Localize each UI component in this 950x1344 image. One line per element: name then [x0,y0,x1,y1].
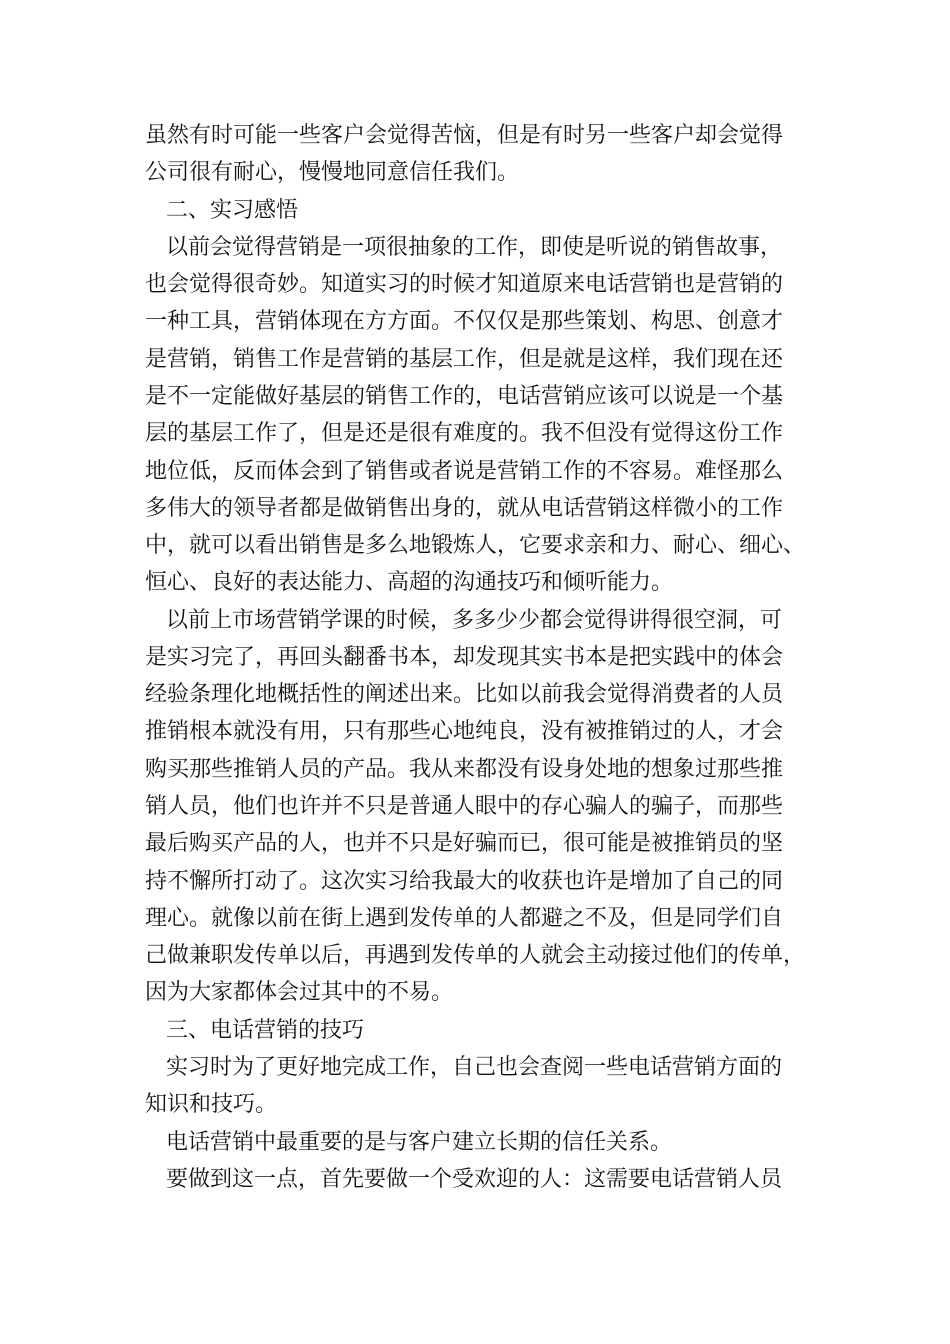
paragraph-start-line: 要做到这一点，首先要做一个受欢迎的人：这需要电话营销人员 [166,1167,783,1192]
paragraph-start-line: 以前会觉得营销是一项很抽象的工作，即使是听说的销售故事， [166,235,783,260]
body-line: 购买那些推销人员的产品。我从来都没有设身处地的想象过那些推 [145,757,784,782]
body-line: 也会觉得很奇妙。知道实习的时候才知道原来电话营销也是营销的 [145,272,784,297]
body-line: 地位低，反而体会到了销售或者说是营销工作的不容易。难怪那么 [145,459,784,484]
body-line: 一种工具，营销体现在方方面。不仅仅是那些策划、构思、创意才 [145,309,784,334]
body-line: 是不一定能做好基层的销售工作的，电话营销应该可以说是一个基 [145,384,784,409]
body-line: 知识和技巧。 [145,1092,278,1117]
paragraph-start-line: 以前上市场营销学课的时候，多多少少都会觉得讲得很空洞，可 [166,608,783,633]
body-line: 最后购买产品的人，也并不只是好骗而已，很可能是被推销员的坚 [145,831,784,856]
body-line: 中，就可以看出销售是多么地锻炼人，它要求亲和力、耐心、细心、 [145,533,806,558]
body-line: 销人员，他们也许并不只是普通人眼中的存心骗人的骗子，而那些 [145,794,784,819]
body-line: 理心。就像以前在街上遇到发传单的人都避之不及，但是同学们自 [145,906,784,931]
body-line: 是实习完了，再回头翻番书本，却发现其实书本是把实践中的体会 [145,645,784,670]
body-line: 推销根本就没有用，只有那些心地纯良，没有被推销过的人，才会 [145,719,784,744]
body-line: 多伟大的领导者都是做销售出身的，就从电话营销这样微小的工作 [145,496,784,521]
body-line: 是营销，销售工作是营销的基层工作，但是就是这样，我们现在还 [145,347,784,372]
body-line: 恒心、良好的表达能力、高超的沟通技巧和倾听能力。 [145,570,674,595]
body-line: 层的基层工作了，但是还是很有难度的。我不但没有觉得这份工作 [145,421,784,446]
body-line: 持不懈所打动了。这次实习给我最大的收获也许是增加了自己的同 [145,869,784,894]
section-heading: 三、电话营销的技巧 [166,1018,365,1043]
body-line: 因为大家都体会过其中的不易。 [145,980,454,1005]
body-line: 公司很有耐心，慢慢地同意信任我们。 [145,160,520,185]
body-line: 虽然有时可能一些客户会觉得苦恼，但是有时另一些客户却会觉得 [145,123,784,148]
body-line: 经验条理化地概括性的阐述出来。比如以前我会觉得消费者的人员 [145,682,784,707]
section-heading: 二、实习感悟 [166,198,299,223]
paragraph-start-line: 电话营销中最重要的是与客户建立长期的信任关系。 [166,1130,673,1155]
body-line: 己做兼职发传单以后，再遇到发传单的人就会主动接过他们的传单， [145,943,806,968]
paragraph-start-line: 实习时为了更好地完成工作，自己也会查阅一些电话营销方面的 [166,1055,783,1080]
